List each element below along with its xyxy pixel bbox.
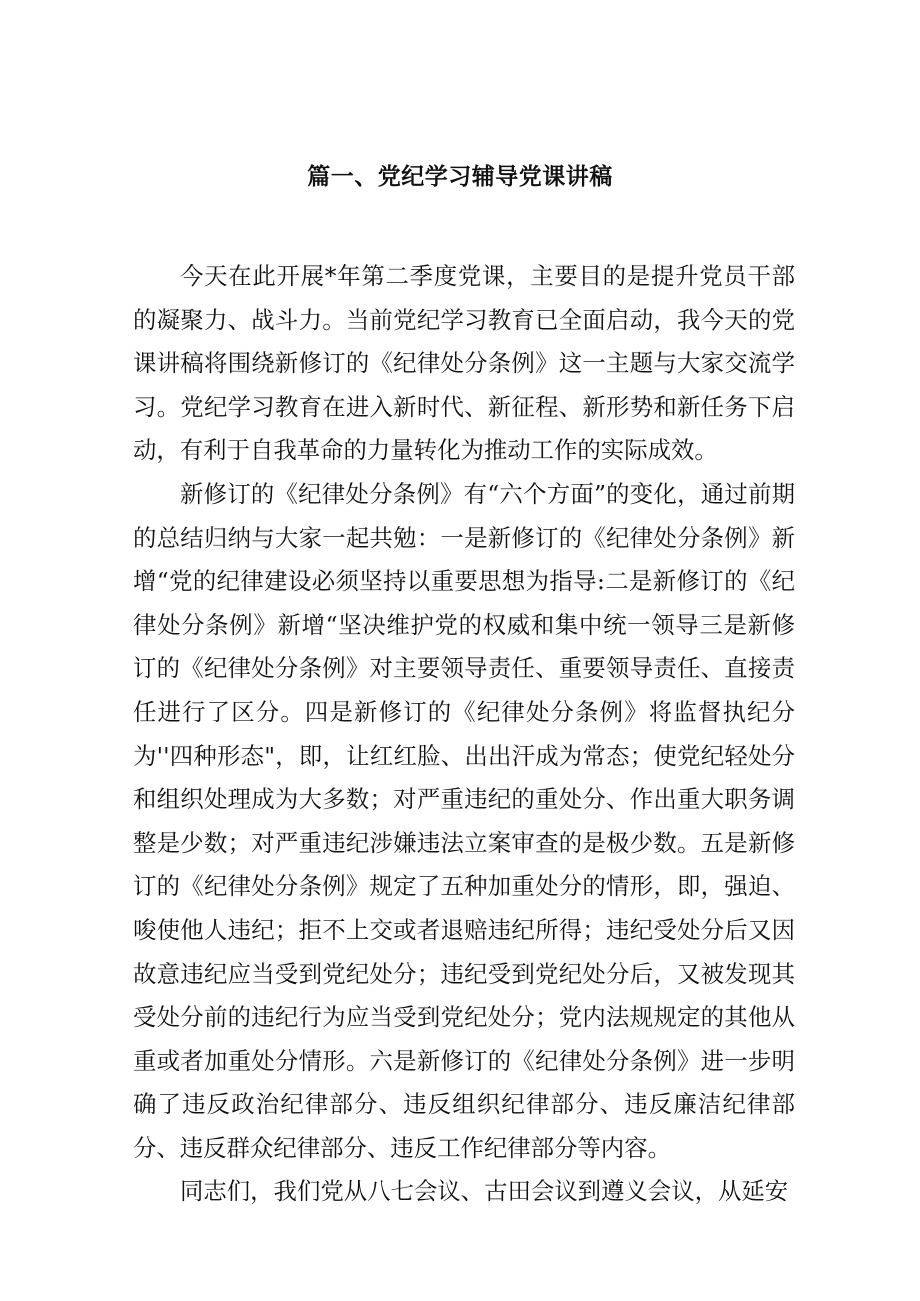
- document-body: [133, 255, 795, 1214]
- paragraph-six-changes: 新修订的《纪律处分条例》有“六个方面”的变化，通过前期的总结归纳与大家一起共勉：一是新修订的《纪律处分条例》新增“党的纪律建设必须坚持以重要思想为指导:二是新修订的《纪律处分条例》新增“坚决维护党的权威和集中统一领导三是新修订的《纪律处分条例》对主要领导责任、重要领导责任、直接责任进行了区分。四是新修订的《纪律处分条例》将监督执纪分为''四种形态"，即，让红红脸、出出汗成为常态；使党纪轻处分和组织处理成为大多数；对严重违纪的重处分、作出重大职务调整是少数；对严重违纪涉嫌违法立案审查的是极少数。五是新修订的《纪律处分条例》规定了五种加重处分的情形，即，强迫、唆使他人违纪；拒不上交或者退赔违纪所得；违纪受处分后又因故意违纪应当受到党纪处分；违纪受到党纪处分后，又被发现其受处分前的违纪行为应当受到党纪处分；党内法规规定的其他从重或者加重处分情形。六是新修订的《纪律处分条例》进一步明确了违反政治纪律部分、违反组织纪律部分、违反廉洁纪律部分、违反群众纪律部分、违反工作纪律部分等内容。: [133, 479, 795, 1162]
- paragraph-intro: 今天在此开展*年第二季度党课，主要目的是提升党员干部的凝聚力、战斗力。当前党纪学习教育已全面启动，我今天的党课讲稿将围绕新修订的《纪律处分条例》这一主题与大家交流学习。党纪学习教育在进入新时代、新征程、新形势和新任务下启动，有利于自我革命的力量转化为推动工作的实际成效。: [133, 262, 795, 465]
- paragraph-comrades: 同志们，我们党从八七会议、古田会议到遵义会议，从延安: [180, 1177, 789, 1206]
- document-title: 篇一、党纪学习辅导党课讲稿: [307, 164, 613, 190]
